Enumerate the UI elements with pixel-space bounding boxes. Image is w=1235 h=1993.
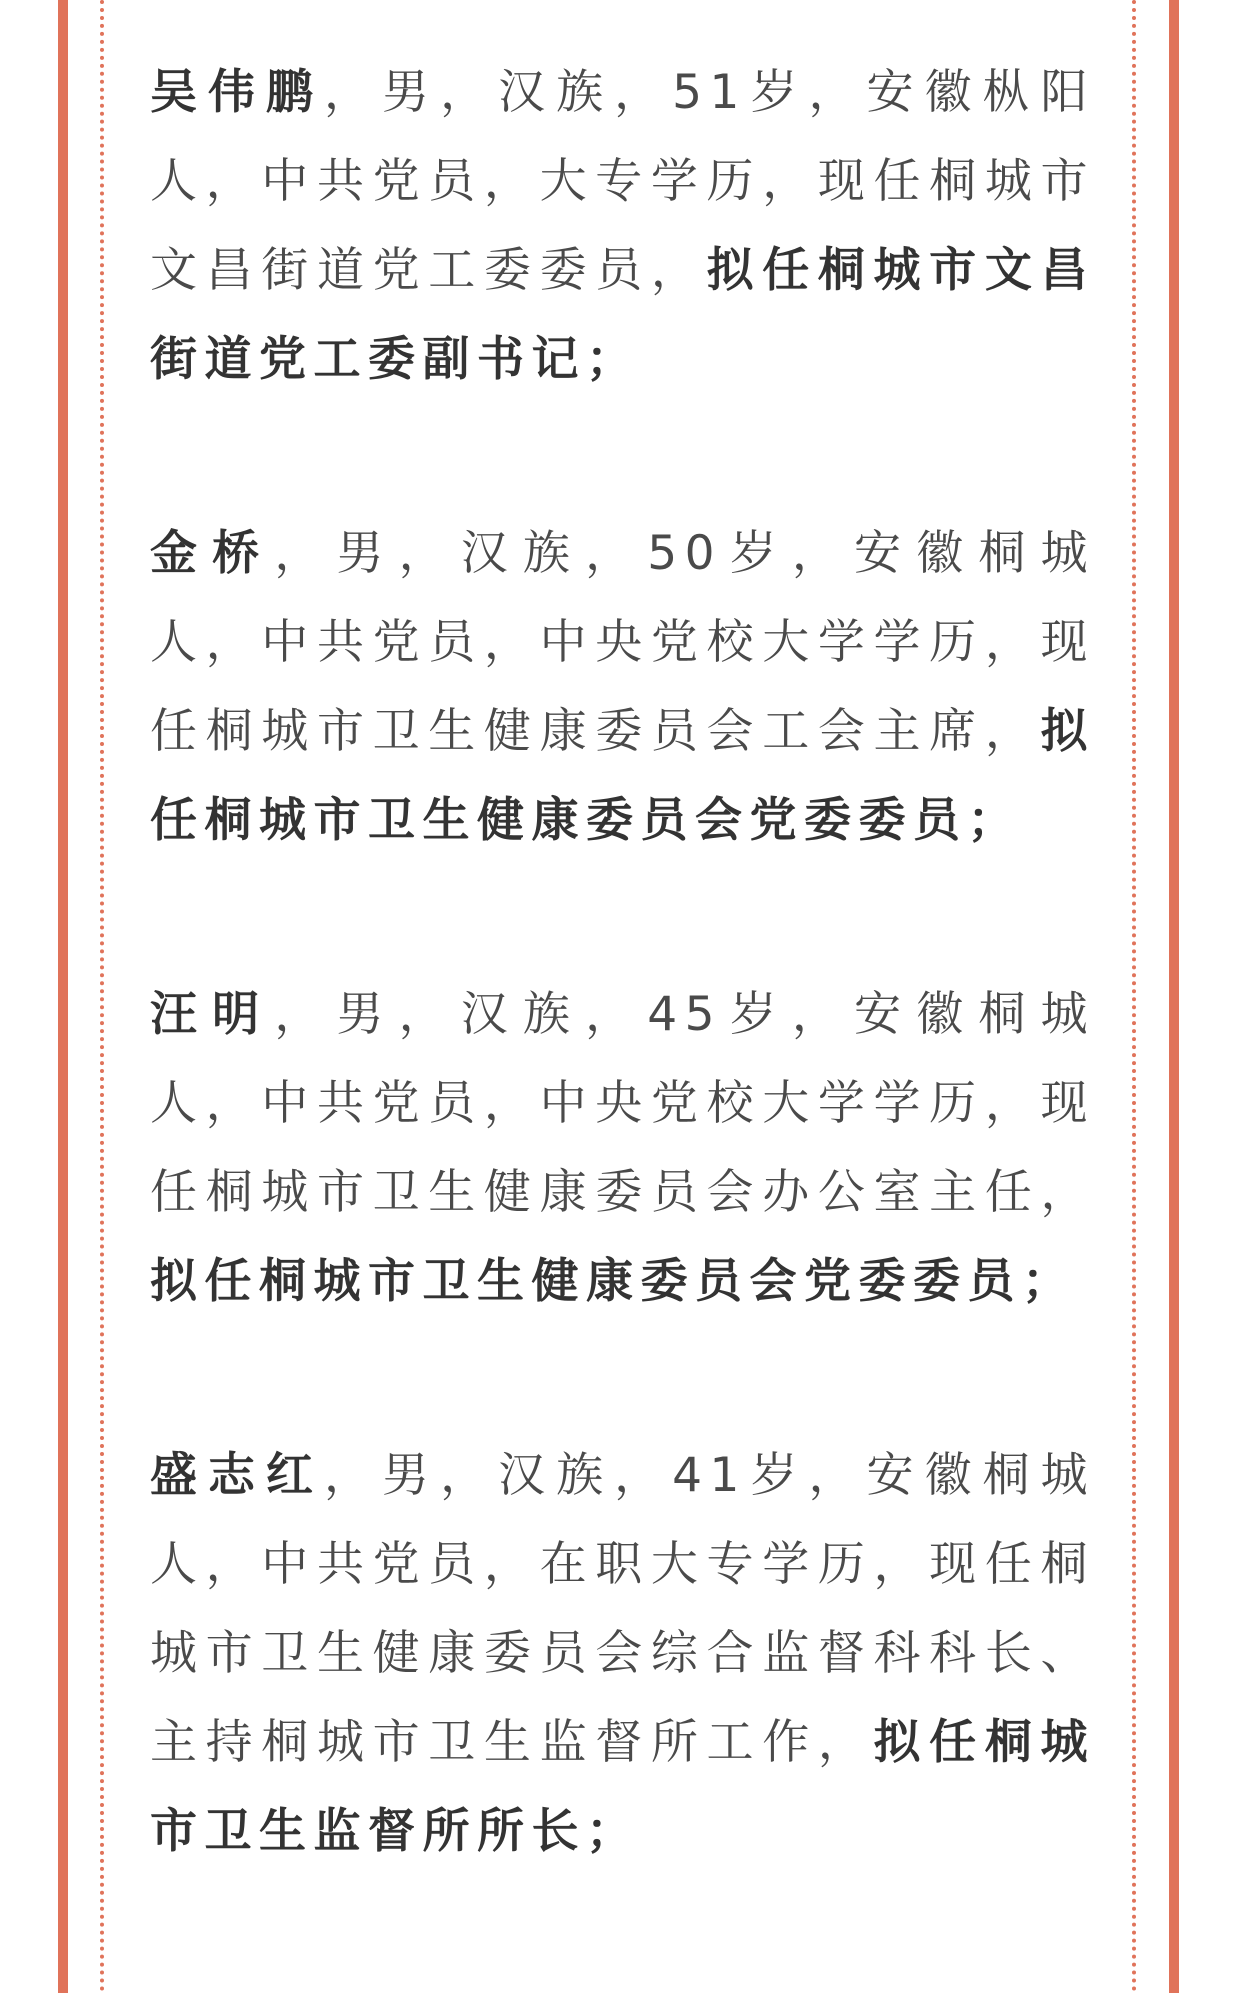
person-details: ，男，汉族，50岁，安徽桐城人，中共党员，中央党校大学学历，现任桐城市卫生健康委员会工会主席， bbox=[150, 526, 1095, 759]
right-border-dotted bbox=[1132, 0, 1136, 1993]
appointment-entry bbox=[150, 1431, 1095, 1876]
proposed-position: 拟任桐城市文昌街道党工委副书记； bbox=[150, 243, 1095, 387]
person-name: 汪明 bbox=[150, 987, 275, 1042]
appointment-entry bbox=[150, 509, 1095, 865]
proposed-position: 拟任桐城市卫生健康委员会党委委员； bbox=[150, 1254, 1077, 1309]
right-border-solid bbox=[1169, 0, 1179, 1993]
appointment-entry bbox=[150, 48, 1095, 404]
person-details: ，男，汉族，45岁，安徽桐城人，中共党员，中央党校大学学历，现任桐城市卫生健康委员会办公室主任， bbox=[150, 987, 1095, 1220]
person-name: 金桥 bbox=[150, 526, 275, 581]
appointment-entry bbox=[150, 970, 1095, 1326]
proposed-position: 拟任桐城市卫生健康委员会党委委员； bbox=[150, 704, 1095, 848]
appointment-list bbox=[150, 48, 1095, 1981]
left-border-dotted bbox=[100, 0, 104, 1993]
left-border-solid bbox=[58, 0, 68, 1993]
person-details: ，男，汉族，41岁，安徽桐城人，中共党员，在职大专学历，现任桐城市卫生健康委员会综合监督科科长、主持桐城市卫生监督所工作， bbox=[150, 1448, 1096, 1770]
person-details: ，男，汉族，51岁，安徽枞阳人，中共党员，大专学历，现任桐城市文昌街道党工委委员， bbox=[150, 65, 1096, 298]
proposed-position: 拟任桐城市卫生监督所所长； bbox=[150, 1715, 1095, 1859]
person-name: 盛志红 bbox=[150, 1448, 325, 1503]
person-name: 吴伟鹏 bbox=[150, 65, 325, 120]
